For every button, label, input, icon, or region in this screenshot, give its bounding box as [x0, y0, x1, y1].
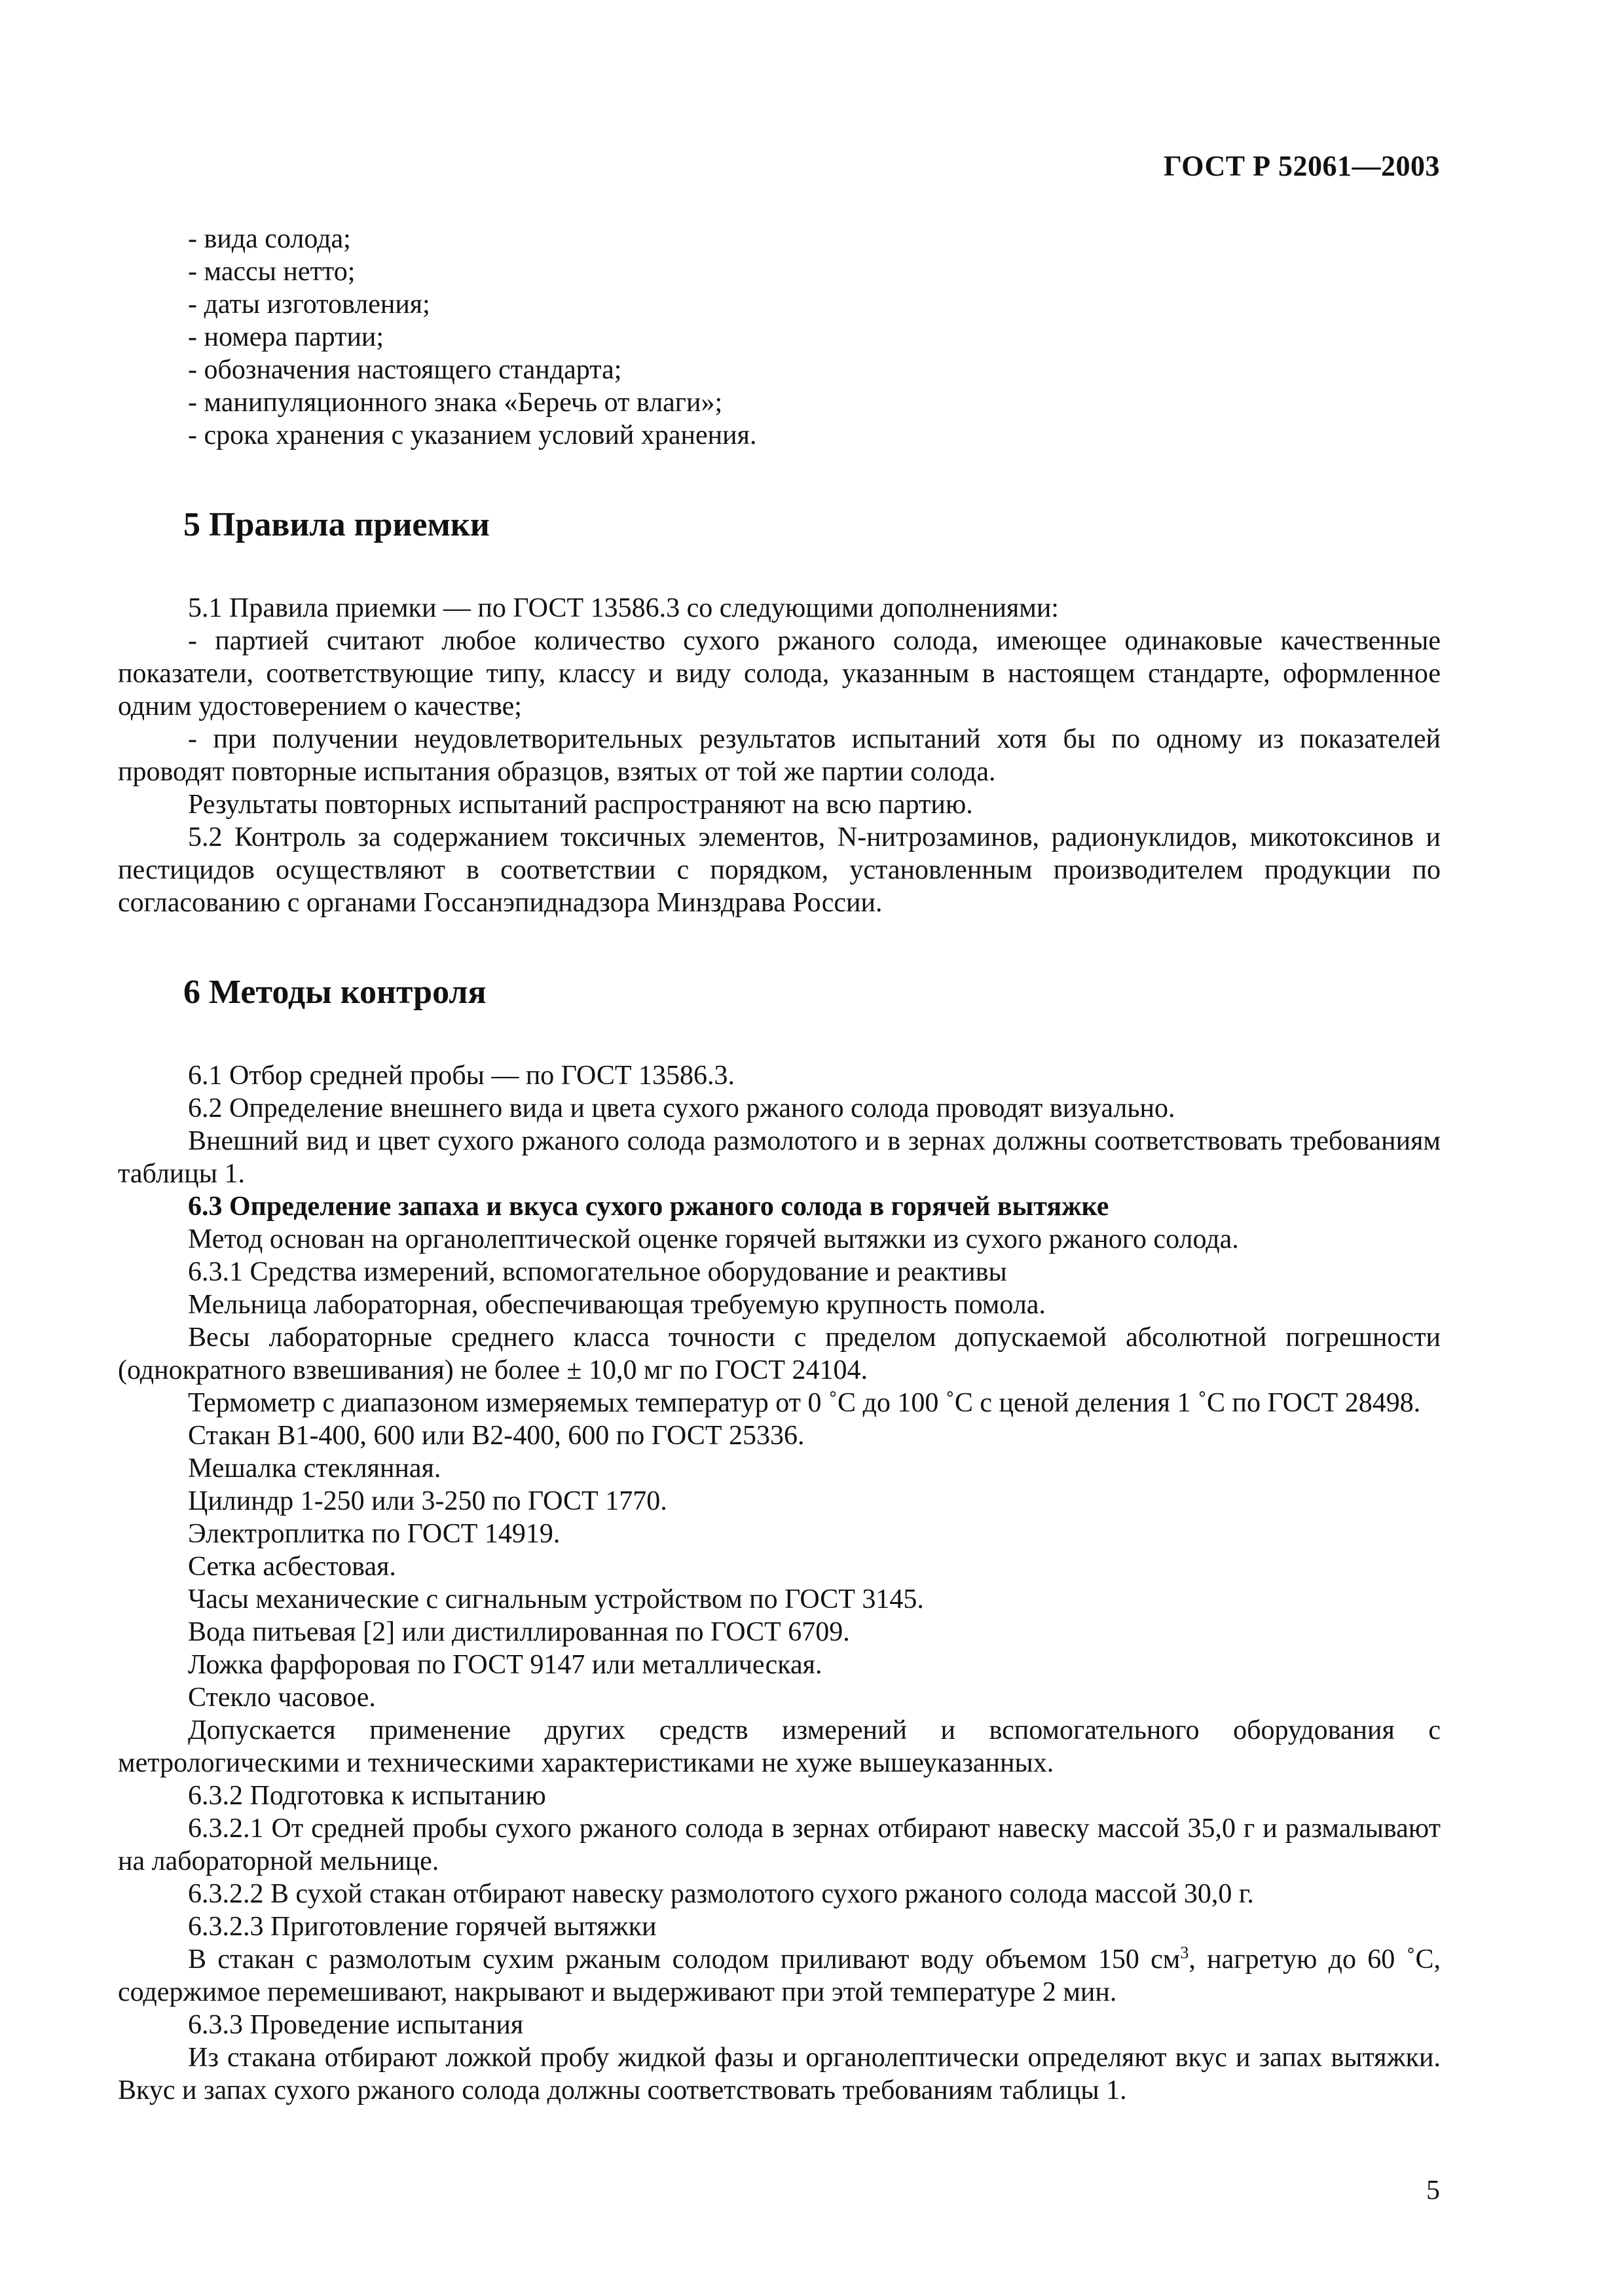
paragraph: 6.1 Отбор средней пробы — по ГОСТ 13586.3. [188, 1061, 735, 1091]
paragraph: Метод основан на органолептической оценке горячей вытяжки из сухого ржаного солода. [188, 1224, 1239, 1254]
list-item: - номера партии; [188, 322, 384, 352]
list-item: - манипуляционного знака «Беречь от влаги»; [188, 388, 723, 418]
paragraph: Стакан В1-400, 600 или В2-400, 600 по ГОСТ 25336. [188, 1421, 805, 1451]
paragraph: Часы механические с сигнальным устройством по ГОСТ 3145. [188, 1584, 924, 1614]
paragraph: 6.3.2.1 От средней пробы сухого ржаного солода в зернах отбирают навеску массой 35,0 г и размалывают на лабораторной мельнице. [118, 1813, 1441, 1876]
section-6-body [118, 1059, 1441, 2107]
paragraph: Ложка фарфоровая по ГОСТ 9147 или металлическая. [188, 1650, 822, 1680]
paragraph: 6.3.1 Средства измерений, вспомогательное оборудование и реактивы [188, 1257, 1007, 1287]
paragraph: 6.3.2.2 В сухой стакан отбирают навеску размолотого сухого ржаного солода массой 30,0 г. [188, 1879, 1254, 1909]
list-item: - массы нетто; [188, 257, 356, 287]
paragraph: 5.2 Контроль за содержанием токсичных элементов, N-нитрозаминов, радионуклидов, микотоксинов и пестицидов осуществляют в соответствии с порядком, установленным производителем продукции по согласованию с органами Госсанэпиднадзора Минздрава России. [118, 822, 1441, 918]
paragraph: Результаты повторных испытаний распространяют на всю партию. [188, 790, 973, 820]
paragraph: 5.1 Правила приемки — по ГОСТ 13586.3 со следующими дополнениями: [188, 593, 1059, 623]
paragraph: Сетка асбестовая. [188, 1552, 396, 1582]
paragraph: - при получении неудовлетворительных результатов испытаний хотя бы по одному из показателей проводят повторные испытания образцов, взятых от той же партии солода. [118, 724, 1441, 787]
superscript: 3 [1180, 1943, 1189, 1962]
paragraph: 6.3.2.3 Приготовление горячей вытяжки [188, 1912, 657, 1942]
section-6-heading: 6 Методы контроля [183, 974, 487, 1011]
page-number: 5 [1426, 2176, 1440, 2206]
section-5-body [118, 592, 1441, 919]
paragraph: Мешалка стеклянная. [188, 1453, 441, 1484]
paragraph [118, 1943, 1441, 2009]
list-item: - даты изготовления; [188, 289, 430, 319]
paragraph: 6.3.2 Подготовка к испытанию [188, 1781, 546, 1811]
text-fragment: , нагретую до 60 ˚С, содержимое перемешивают, накрывают и выдерживают при этой температуре 2 мин. [118, 1944, 1441, 2007]
paragraph: Внешний вид и цвет сухого ржаного солода размолотого и в зернах должны соответствовать требованиям таблицы 1. [118, 1126, 1441, 1189]
paragraph: 6.2 Определение внешнего вида и цвета сухого ржаного солода проводят визуально. [188, 1093, 1175, 1123]
paragraph: Весы лабораторные среднего класса точности с пределом допускаемой абсолютной погрешности (однократного взвешивания) не более ± 10,0 мг по ГОСТ 24104. [118, 1322, 1441, 1385]
paragraph: Стекло часовое. [188, 1683, 376, 1713]
list-item: - обозначения настоящего стандарта; [188, 355, 622, 385]
text-fragment: В стакан с размолотым сухим ржаным солодом приливают воду объемом 150 см [188, 1944, 1181, 1975]
list-item: - срока хранения с указанием условий хранения. [188, 420, 757, 450]
section-5-heading: 5 Правила приемки [183, 506, 490, 543]
paragraph: Электроплитка по ГОСТ 14919. [188, 1519, 561, 1549]
paragraph: Термометр с диапазоном измеряемых температур от 0 ˚С до 100 ˚С с ценой деления 1 ˚С по ГОСТ 28498. [188, 1388, 1421, 1418]
document-header: ГОСТ Р 52061—2003 [1163, 150, 1440, 182]
paragraph: - партией считают любое количество сухого ржаного солода, имеющее одинаковые качественные показатели, соответствующие типу, классу и виду солода, указанным в настоящем стандарте, оформленное одним удостоверением о качестве; [118, 626, 1441, 721]
intro-list [118, 223, 1441, 452]
paragraph: Мельница лабораторная, обеспечивающая требуемую крупность помола. [188, 1290, 1046, 1320]
paragraph: Из стакана отбирают ложкой пробу жидкой фазы и органолептически определяют вкус и запах вытяжки. Вкус и запах сухого ржаного солода должны соответствовать требованиям таблицы 1. [118, 2043, 1441, 2105]
document-body [118, 223, 1441, 2107]
paragraph: Допускается применение других средств измерений и вспомогательного оборудования с метрологическими и техническими характеристиками не хуже вышеуказанных. [118, 1715, 1441, 1778]
paragraph: 6.3.3 Проведение испытания [188, 2010, 524, 2040]
paragraph: Цилиндр 1-250 или 3-250 по ГОСТ 1770. [188, 1486, 667, 1516]
subsection-heading: 6.3 Определение запаха и вкуса сухого ржаного солода в горячей вытяжке [188, 1192, 1109, 1222]
paragraph: Вода питьевая [2] или дистиллированная по ГОСТ 6709. [188, 1617, 850, 1647]
list-item: - вида солода; [188, 224, 351, 254]
